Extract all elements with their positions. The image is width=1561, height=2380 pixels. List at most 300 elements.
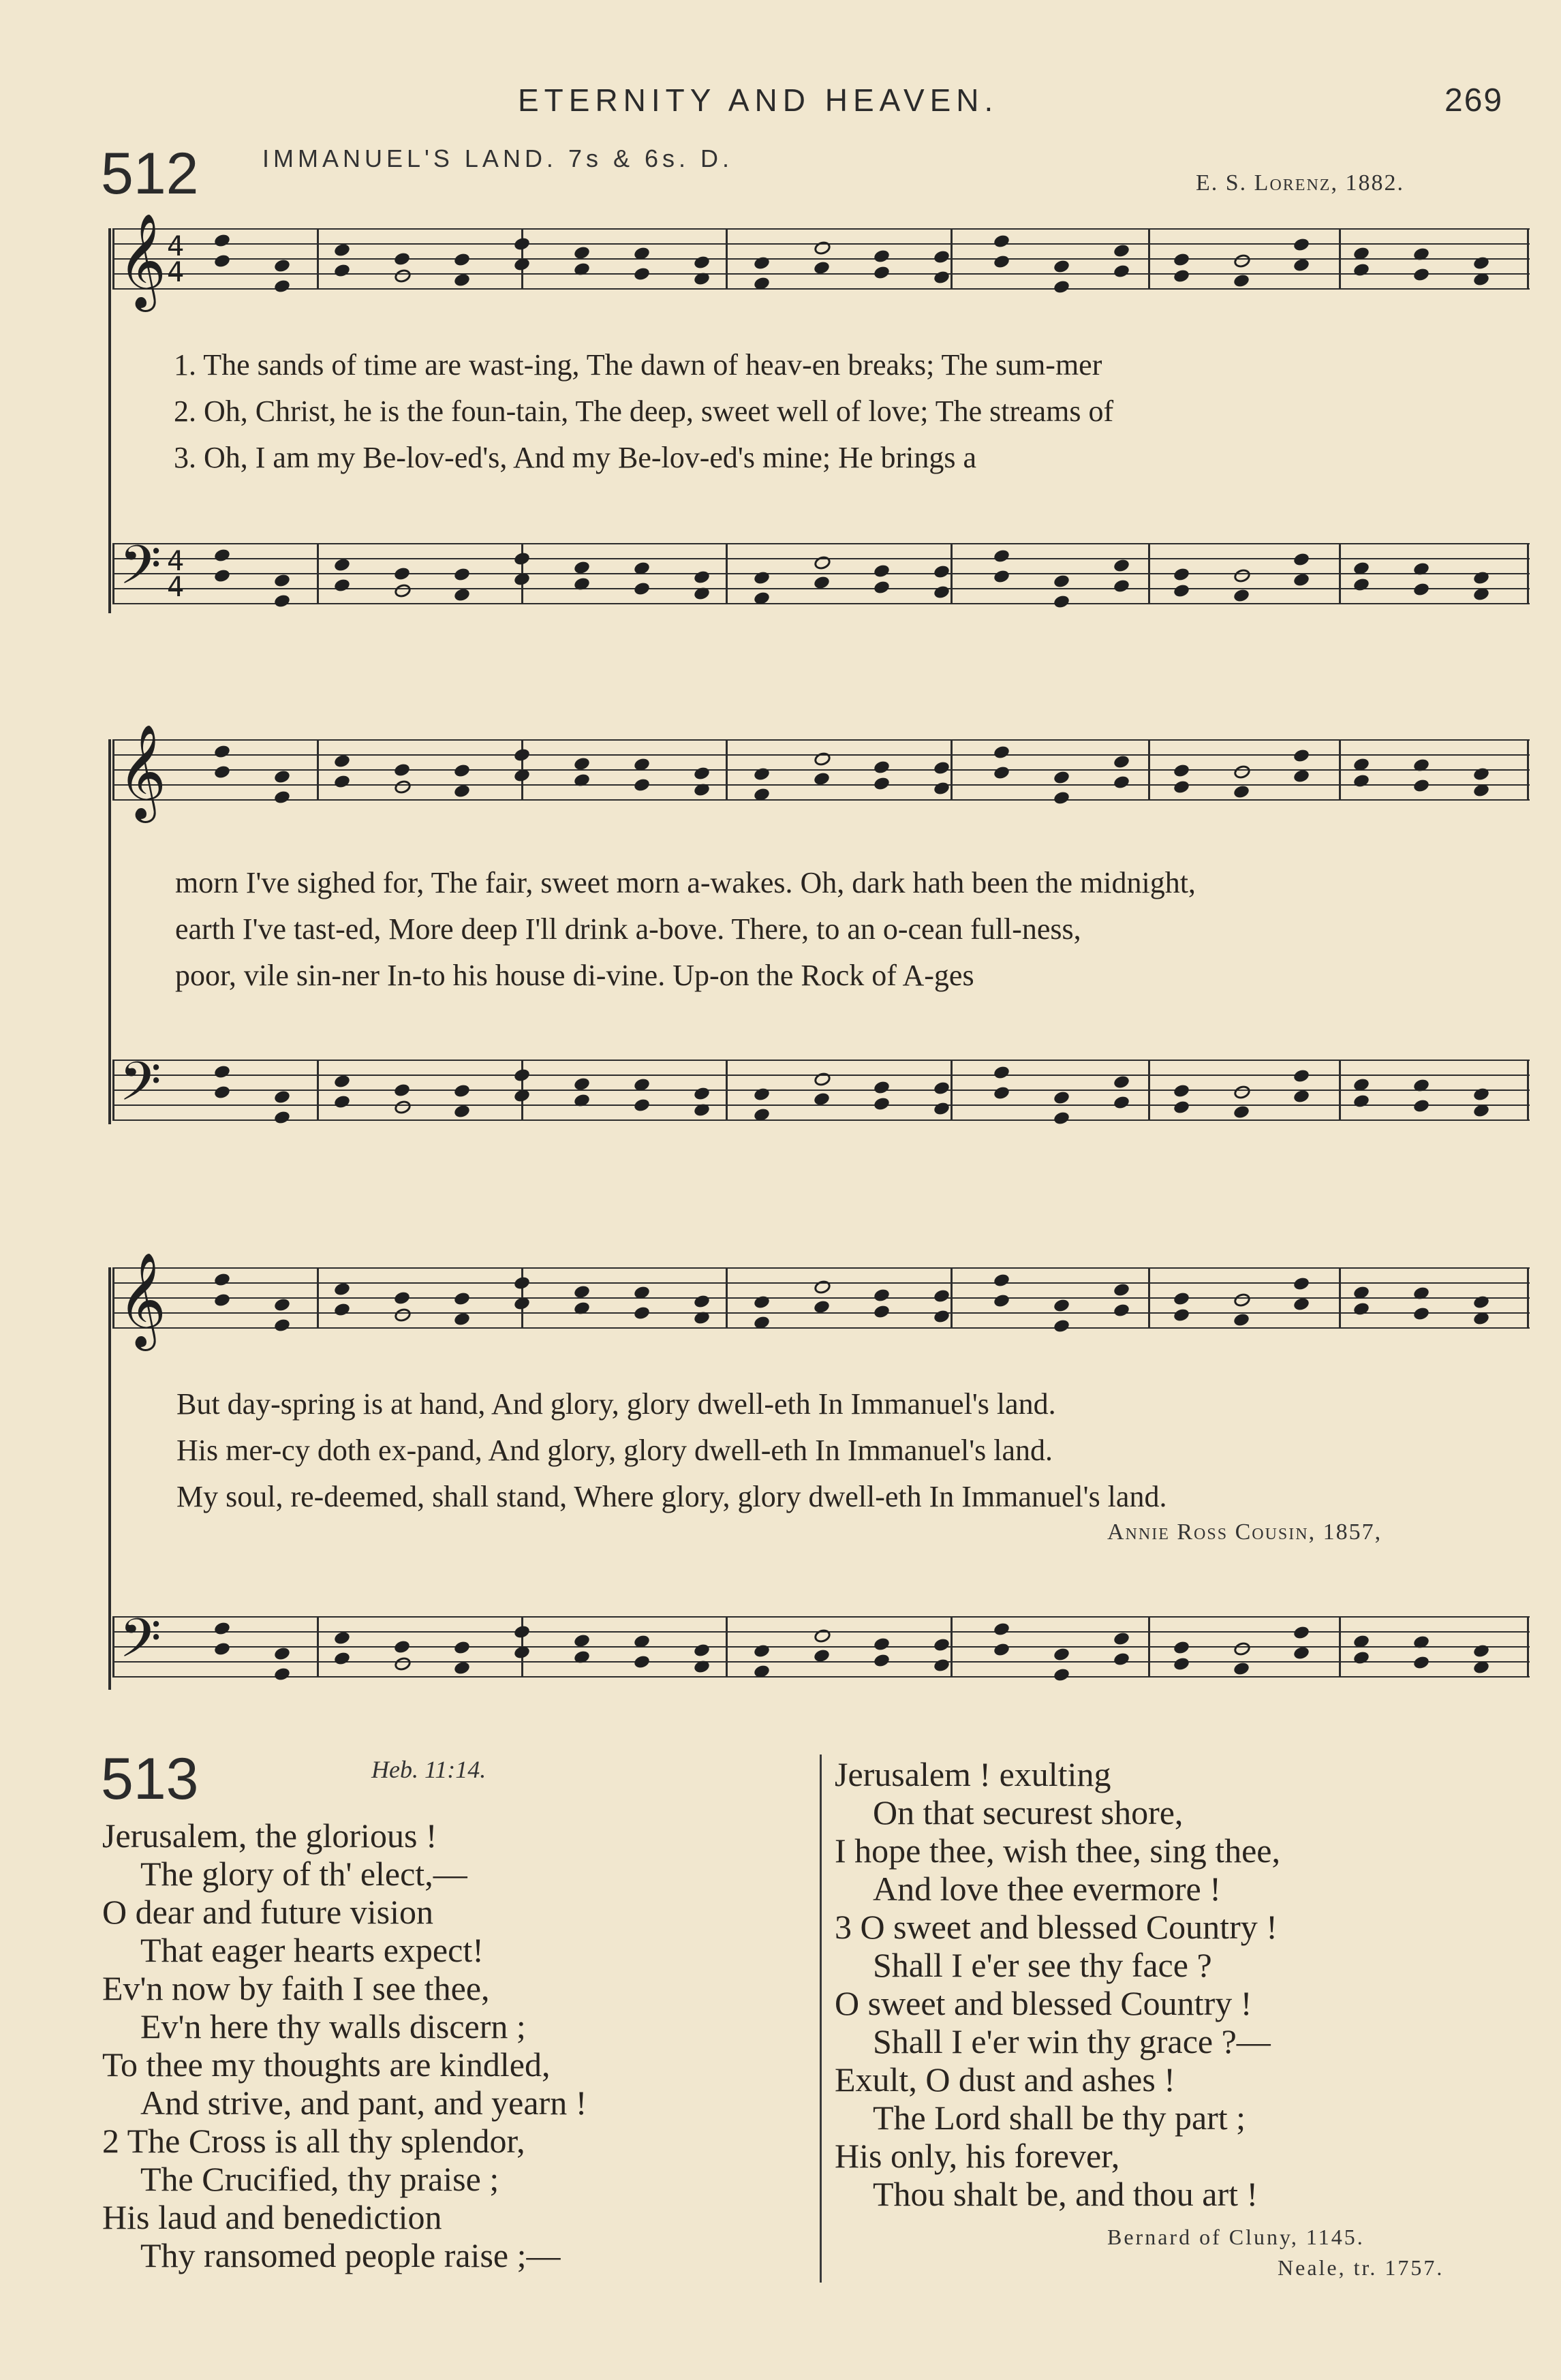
notehead-icon <box>933 270 950 285</box>
treble-clef-icon: 𝄞 <box>118 1252 166 1347</box>
notehead-icon <box>1233 1312 1250 1328</box>
poem-line: Ev'n now by faith I see thee, <box>102 1969 490 2007</box>
notehead-icon <box>333 1631 351 1646</box>
notehead-icon <box>1113 754 1130 770</box>
notehead-icon <box>1233 588 1250 604</box>
bar-line <box>317 1267 319 1329</box>
notehead-icon <box>873 1304 891 1320</box>
bar-line <box>1527 1267 1529 1329</box>
notehead-icon <box>1233 252 1252 269</box>
bar-line <box>317 1060 319 1121</box>
notehead-icon <box>993 765 1010 781</box>
staff-line <box>112 258 1530 260</box>
hymn-513-left-column <box>102 1817 797 2274</box>
notehead-icon <box>1353 1650 1370 1666</box>
bar-line <box>1527 1060 1529 1121</box>
notehead-icon <box>873 1288 891 1303</box>
notehead-icon <box>393 1639 411 1655</box>
notehead-icon <box>693 570 711 585</box>
notehead-icon <box>1412 778 1430 794</box>
lyric-line: My soul, re-deemed, shall stand, Where glory, glory dwell-eth In Immanuel's land. <box>176 1480 1167 1513</box>
notehead-icon <box>1293 1645 1310 1661</box>
notehead-icon <box>1293 1276 1310 1292</box>
bar-line <box>317 739 319 801</box>
notehead-icon <box>1293 1068 1310 1084</box>
notehead-icon <box>333 1094 351 1110</box>
notehead-icon <box>693 1643 711 1658</box>
staff-line <box>112 1060 1530 1061</box>
bar-line <box>950 1267 953 1329</box>
notehead-icon <box>933 1288 950 1304</box>
notehead-icon <box>633 1654 651 1670</box>
notehead-icon <box>1353 1301 1370 1317</box>
notehead-icon <box>1233 763 1252 780</box>
bar-line <box>112 228 114 290</box>
notehead-icon <box>1113 1303 1130 1318</box>
poem-line: The Crucified, thy praise ; <box>140 2160 499 2198</box>
notehead-icon <box>1053 1647 1070 1663</box>
poem-line: I hope thee, wish thee, sing thee, <box>835 1832 1280 1870</box>
notehead-icon <box>213 233 231 249</box>
notehead-icon <box>1412 1655 1430 1671</box>
bar-line <box>1148 1616 1150 1678</box>
notehead-icon <box>273 769 291 785</box>
staff-line <box>112 1267 1530 1269</box>
notehead-icon <box>993 569 1010 585</box>
hymn-513-number: 513 <box>101 1746 199 1812</box>
notehead-icon <box>693 1086 711 1102</box>
notehead-icon <box>1113 775 1130 790</box>
notehead-icon <box>213 744 231 760</box>
bar-line <box>726 739 728 801</box>
poem-line: Ev'n here thy walls discern ; <box>140 2007 526 2045</box>
notehead-icon <box>273 573 291 589</box>
hymn-512-composer: E. S. Lorenz, 1882. <box>1196 170 1404 196</box>
bar-line <box>1148 1060 1150 1121</box>
bass-clef-icon: 𝄢 <box>119 1050 161 1126</box>
staff-line <box>112 769 1530 771</box>
notehead-icon <box>1293 1297 1310 1312</box>
notehead-icon <box>933 1101 950 1117</box>
notehead-icon <box>213 764 231 780</box>
bar-line <box>726 543 728 604</box>
staff-line <box>112 739 1530 741</box>
notehead-icon <box>273 258 291 274</box>
system-brace <box>108 739 111 1124</box>
bar-line <box>317 228 319 290</box>
poem-line: O dear and future vision <box>102 1893 433 1931</box>
notehead-icon <box>1173 1083 1190 1099</box>
lyric-line: His mer-cy doth ex-pand, And glory, glory dwell-eth In Immanuel's land. <box>176 1434 1053 1467</box>
poem-line: On that securest shore, <box>873 1793 1184 1832</box>
notehead-icon <box>993 1273 1010 1288</box>
bar-line <box>1339 543 1341 604</box>
lyric-line: But day-spring is at hand, And glory, glory dwell-eth In Immanuel's land. <box>176 1387 1056 1421</box>
notehead-icon <box>813 1627 833 1644</box>
notehead-icon <box>213 1064 231 1080</box>
poem-line: Jerusalem ! exulting <box>835 1755 1111 1793</box>
notehead-icon <box>1233 567 1252 584</box>
notehead-icon <box>1173 763 1190 779</box>
notehead-icon <box>1293 769 1310 784</box>
section-title: ETERNITY AND HEAVEN. <box>518 82 999 118</box>
staff-line <box>112 1297 1530 1299</box>
notehead-icon <box>1412 1098 1430 1114</box>
notehead-icon <box>813 554 833 571</box>
notehead-icon <box>693 255 711 271</box>
notehead-icon <box>933 564 950 580</box>
notehead-icon <box>393 1291 411 1306</box>
notehead-icon <box>993 1622 1010 1637</box>
bar-line <box>1527 739 1529 801</box>
notehead-icon <box>1053 1090 1070 1106</box>
poem-line: And love thee evermore ! <box>873 1870 1221 1908</box>
notehead-icon <box>1233 1291 1252 1308</box>
notehead-icon <box>393 762 411 778</box>
lyric-line: 2. Oh, Christ, he is the foun-tain, The deep, sweet well of love; The streams of <box>174 395 1114 428</box>
bar-line <box>950 228 953 290</box>
notehead-icon <box>393 1098 413 1115</box>
hymn-513-author: Bernard of Cluny, 1145. <box>1107 2225 1365 2249</box>
notehead-icon <box>513 1068 531 1083</box>
notehead-icon <box>1293 552 1310 568</box>
lyric-line: earth I've tast-ed, More deep I'll drink a-bove. There, to an o-cean full-ness, <box>175 912 1081 946</box>
bar-line <box>950 1060 953 1121</box>
notehead-icon <box>333 1302 351 1318</box>
notehead-icon <box>1053 259 1070 275</box>
notehead-icon <box>453 1083 471 1099</box>
notehead-icon <box>393 778 413 795</box>
bar-line <box>1339 739 1341 801</box>
notehead-icon <box>1113 1095 1130 1111</box>
notehead-icon <box>333 243 351 258</box>
notehead-icon <box>1353 1094 1370 1109</box>
notehead-icon <box>993 745 1010 760</box>
treble-staff <box>112 228 1530 288</box>
notehead-icon <box>1173 567 1190 583</box>
notehead-icon <box>1113 578 1130 594</box>
notehead-icon <box>1053 1111 1070 1126</box>
staff-line <box>112 543 1530 544</box>
bar-line <box>112 1060 114 1121</box>
hymn-512-lyricist: Annie Ross Cousin, 1857, <box>1107 1519 1382 1545</box>
notehead-icon <box>1053 574 1070 589</box>
notehead-icon <box>393 1306 413 1323</box>
notehead-icon <box>813 239 833 256</box>
notehead-icon <box>633 1305 651 1321</box>
notehead-icon <box>1053 1318 1070 1334</box>
notehead-icon <box>693 766 711 782</box>
bass-clef-icon: 𝄢 <box>119 534 161 610</box>
notehead-icon <box>1173 252 1190 268</box>
bar-line <box>950 543 953 604</box>
notehead-icon <box>1412 267 1430 283</box>
notehead-icon <box>633 581 651 597</box>
notehead-icon <box>813 1070 833 1087</box>
hymn-513-translator: Neale, tr. 1757. <box>1278 2255 1444 2280</box>
notehead-icon <box>1113 1652 1130 1667</box>
notehead-icon <box>933 585 950 600</box>
treble-clef-icon: 𝄞 <box>118 213 166 308</box>
notehead-icon <box>1412 582 1430 598</box>
notehead-icon <box>873 249 891 264</box>
notehead-icon <box>273 593 291 609</box>
notehead-icon <box>273 279 291 294</box>
notehead-icon <box>873 1653 891 1669</box>
hymn-512-tune: IMMANUEL'S LAND. 7s & 6s. D. <box>262 144 734 172</box>
bar-line <box>726 1060 728 1121</box>
notehead-icon <box>993 548 1010 564</box>
notehead-icon <box>393 1655 413 1672</box>
notehead-icon <box>333 557 351 573</box>
notehead-icon <box>213 1085 231 1100</box>
music-system-3 <box>112 1252 1530 1683</box>
notehead-icon <box>213 568 231 584</box>
notehead-icon <box>1233 1083 1252 1100</box>
notehead-icon <box>1293 1089 1310 1104</box>
notehead-icon <box>633 1098 651 1113</box>
notehead-icon <box>1053 770 1070 786</box>
column-divider <box>820 1755 822 2283</box>
poem-line: And strive, and pant, and yearn ! <box>140 2084 587 2122</box>
poem-line: His only, his forever, <box>835 2137 1120 2175</box>
poem-line: Exult, O dust and ashes ! <box>835 2060 1175 2099</box>
bar-line <box>1527 1616 1529 1678</box>
lyric-line: morn I've sighed for, The fair, sweet morn a-wakes. Oh, dark hath been the midnight, <box>175 866 1196 899</box>
staff-line <box>112 1646 1530 1648</box>
treble-staff <box>112 1267 1530 1327</box>
lyric-line: 3. Oh, I am my Be-lov-ed's, And my Be-lov-ed's mine; He brings a <box>174 441 976 474</box>
time-signature-icon: 4 4 <box>167 546 185 603</box>
notehead-icon <box>273 790 291 805</box>
hymn-513-scripture: Heb. 11:14. <box>371 1756 486 1783</box>
notehead-icon <box>393 566 411 582</box>
poem-line: 3 O sweet and blessed Country ! <box>835 1908 1278 1946</box>
bass-staff <box>112 543 1530 603</box>
notehead-icon <box>453 273 471 288</box>
notehead-icon <box>873 1080 891 1096</box>
notehead-icon <box>453 784 471 799</box>
bar-line <box>1148 228 1150 290</box>
bar-line <box>726 1616 728 1678</box>
notehead-icon <box>813 1278 833 1295</box>
staff-line <box>112 603 1530 604</box>
lyric-line: poor, vile sin-ner In-to his house di-vine. Up-on the Rock of A-ges <box>175 959 974 992</box>
page-number: 269 <box>1444 82 1504 119</box>
notehead-icon <box>273 1089 291 1105</box>
notehead-icon <box>1353 262 1370 278</box>
notehead-icon <box>513 551 531 567</box>
staff-line <box>112 573 1530 574</box>
bar-line <box>950 739 953 801</box>
bar-line <box>317 543 319 604</box>
bar-line <box>1148 739 1150 801</box>
notehead-icon <box>1173 1640 1190 1656</box>
notehead-icon <box>1173 779 1190 795</box>
staff-line <box>112 1119 1530 1121</box>
notehead-icon <box>1113 558 1130 574</box>
page-header <box>0 82 1561 129</box>
notehead-icon <box>933 1309 950 1325</box>
poem-line: To thee my thoughts are kindled, <box>102 2045 551 2084</box>
bar-line <box>1339 228 1341 290</box>
notehead-icon <box>213 548 231 563</box>
hymn-512-number: 512 <box>101 141 199 206</box>
bass-staff <box>112 1060 1530 1119</box>
staff-line <box>112 799 1530 801</box>
notehead-icon <box>633 777 651 793</box>
notehead-icon <box>273 1667 291 1682</box>
notehead-icon <box>873 760 891 775</box>
bar-line <box>1148 1267 1150 1329</box>
notehead-icon <box>393 251 411 267</box>
notehead-icon <box>513 747 531 763</box>
notehead-icon <box>333 578 351 593</box>
notehead-icon <box>993 254 1010 270</box>
notehead-icon <box>933 249 950 265</box>
poem-line: 2 The Cross is all thy splendor, <box>102 2122 525 2160</box>
bass-staff <box>112 1616 1530 1676</box>
poem-line: Jerusalem, the glorious ! <box>102 1817 437 1855</box>
notehead-icon <box>273 1110 291 1126</box>
notehead-icon <box>1173 1291 1190 1307</box>
notehead-icon <box>213 1272 231 1288</box>
notehead-icon <box>1233 1640 1252 1657</box>
notehead-icon <box>333 1074 351 1089</box>
bar-line <box>1339 1616 1341 1678</box>
lyric-line: 1. The sands of time are wast-ing, The dawn of heav-en breaks; The sum-mer <box>174 348 1102 382</box>
poem-line: His laud and benediction <box>102 2198 442 2236</box>
notehead-icon <box>933 1637 950 1653</box>
notehead-icon <box>1233 273 1250 289</box>
notehead-icon <box>1053 790 1070 806</box>
bar-line <box>1339 1267 1341 1329</box>
notehead-icon <box>213 1621 231 1637</box>
notehead-icon <box>1233 784 1250 800</box>
notehead-icon <box>273 1646 291 1662</box>
notehead-icon <box>393 267 413 284</box>
time-signature-icon: 4 4 <box>167 231 185 288</box>
notehead-icon <box>873 265 891 281</box>
notehead-icon <box>333 754 351 769</box>
bar-line <box>1527 543 1529 604</box>
notehead-icon <box>453 1291 471 1307</box>
notehead-icon <box>1113 243 1130 259</box>
notehead-icon <box>1293 1625 1310 1641</box>
notehead-icon <box>513 1276 531 1291</box>
bar-line <box>950 1616 953 1678</box>
notehead-icon <box>1173 1656 1190 1672</box>
notehead-icon <box>333 1282 351 1297</box>
notehead-icon <box>1113 1631 1130 1647</box>
notehead-icon <box>273 1318 291 1333</box>
notehead-icon <box>1113 1282 1130 1298</box>
staff-line <box>112 1676 1530 1678</box>
notehead-icon <box>1053 1298 1070 1314</box>
notehead-icon <box>393 1083 411 1098</box>
notehead-icon <box>993 234 1010 249</box>
poem-line: Shall I e'er see thy face ? <box>873 1946 1212 1984</box>
notehead-icon <box>633 266 651 282</box>
notehead-icon <box>333 1651 351 1667</box>
notehead-icon <box>513 1624 531 1640</box>
notehead-icon <box>453 1104 471 1119</box>
poem-line: The Lord shall be thy part ; <box>873 2099 1246 2137</box>
bar-line <box>112 1267 114 1329</box>
notehead-icon <box>873 1096 891 1112</box>
notehead-icon <box>273 1297 291 1313</box>
notehead-icon <box>213 1293 231 1308</box>
notehead-icon <box>933 1658 950 1673</box>
notehead-icon <box>213 1641 231 1657</box>
poem-line: Shall I e'er win thy grace ?— <box>873 2022 1271 2060</box>
bar-line <box>317 1616 319 1678</box>
notehead-icon <box>333 774 351 790</box>
bar-line <box>726 228 728 290</box>
music-system-2 <box>112 724 1530 1126</box>
notehead-icon <box>453 252 471 268</box>
notehead-icon <box>453 567 471 583</box>
notehead-icon <box>873 580 891 596</box>
notehead-icon <box>1053 279 1070 295</box>
poem-line: Thy ransomed people raise ;— <box>140 2236 561 2274</box>
notehead-icon <box>453 587 471 603</box>
hymn-513-right-column <box>835 1755 1516 2213</box>
poem-line: O sweet and blessed Country ! <box>835 1984 1252 2022</box>
bar-line <box>1527 228 1529 290</box>
bar-line <box>1148 543 1150 604</box>
notehead-icon <box>993 1085 1010 1101</box>
notehead-icon <box>813 750 833 767</box>
bar-line <box>112 739 114 801</box>
notehead-icon <box>513 236 531 252</box>
staff-line <box>112 288 1530 290</box>
treble-staff <box>112 739 1530 799</box>
notehead-icon <box>1353 577 1370 593</box>
notehead-icon <box>933 760 950 776</box>
notehead-icon <box>1113 1075 1130 1090</box>
notehead-icon <box>1233 1661 1250 1677</box>
notehead-icon <box>333 263 351 279</box>
bar-line <box>726 1267 728 1329</box>
notehead-icon <box>1173 1100 1190 1115</box>
notehead-icon <box>1353 773 1370 789</box>
notehead-icon <box>453 763 471 779</box>
notehead-icon <box>1173 268 1190 284</box>
staff-line <box>112 1327 1530 1329</box>
notehead-icon <box>993 1293 1010 1309</box>
treble-clef-icon: 𝄞 <box>118 724 166 819</box>
notehead-icon <box>393 582 413 599</box>
notehead-icon <box>453 1312 471 1327</box>
poem-line: Thou shalt be, and thou art ! <box>873 2175 1258 2213</box>
notehead-icon <box>1173 1308 1190 1323</box>
music-system-1 <box>112 213 1530 610</box>
notehead-icon <box>1293 237 1310 253</box>
notehead-icon <box>873 776 891 792</box>
notehead-icon <box>693 1294 711 1310</box>
bar-line <box>112 543 114 604</box>
notehead-icon <box>1053 1667 1070 1683</box>
notehead-icon <box>873 1637 891 1652</box>
notehead-icon <box>1113 264 1130 279</box>
bar-line <box>1339 1060 1341 1121</box>
bass-clef-icon: 𝄢 <box>119 1607 161 1683</box>
poem-line: That eager hearts expect! <box>140 1931 484 1969</box>
staff-line <box>112 1616 1530 1618</box>
poem-line: The glory of th' elect,— <box>140 1855 467 1893</box>
notehead-icon <box>933 781 950 797</box>
